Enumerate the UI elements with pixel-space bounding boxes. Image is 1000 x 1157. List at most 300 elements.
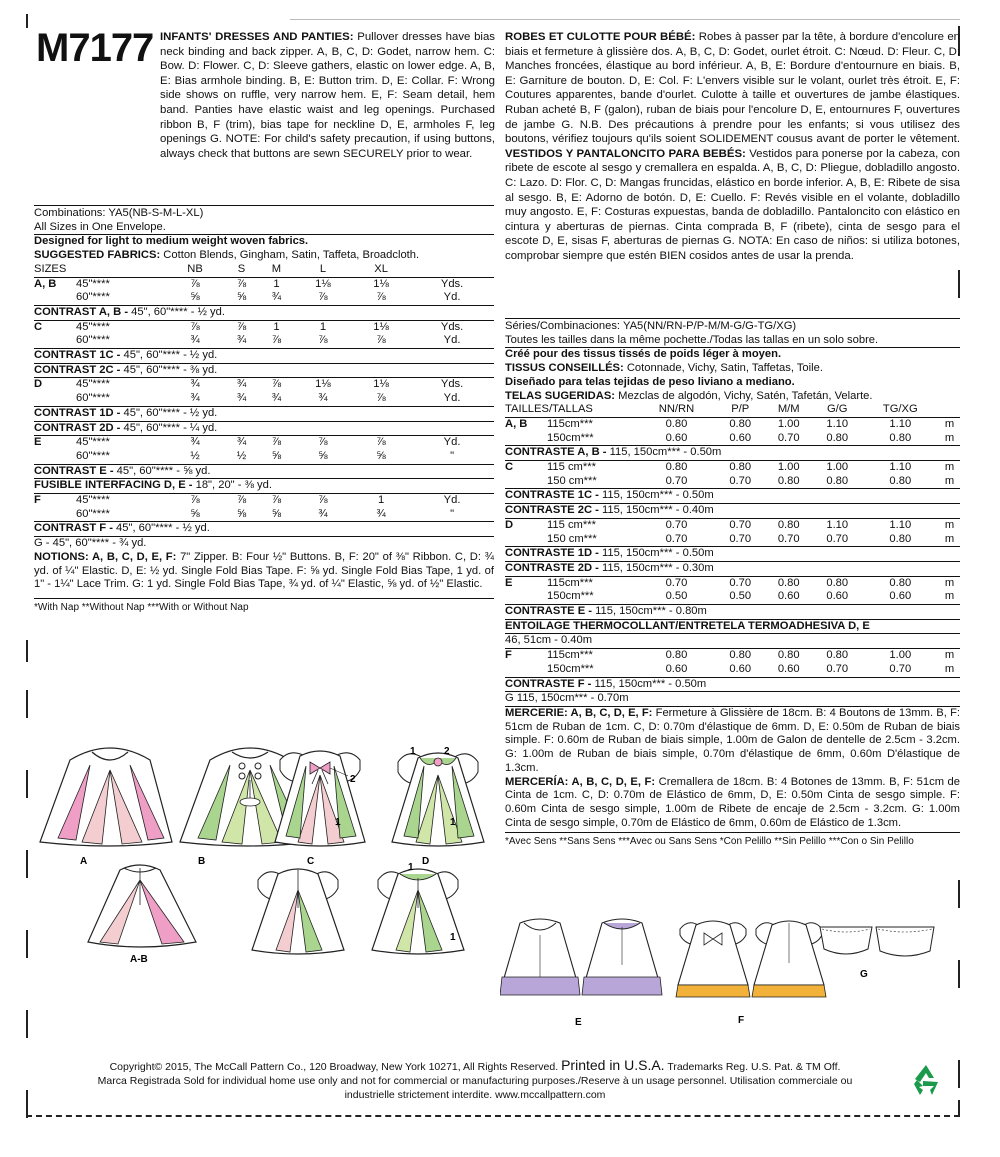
contrast-label: CONTRAST F -: [34, 522, 113, 535]
fabric-width: 60"****: [76, 334, 110, 347]
description-fr-body: Robes à passer par la tête, à bordure d'encolure en biais et fermeture à glissière dos. A, B, C, D: Godet, ourlet étroit. C: Nœud. D: Fleur. C, D: Manches froncées, élastique au bord inférieur. A, B, E: Bordure d'entournure en biais. B, E: Garniture de bouton. D, E: Col. F: L'envers visible sur le volant, ourlet très étroit. E, F: Coutures apparentes, bande d'ourlet. Culotte à taille et ouvertures de jambe élastiques. Ruban acheté B, F (galon), ruban de biais pour l'encolure D, E, entournures F, ouvertures de jambe G. N.B. Des précautions à prendre pour les enfants; si vous utilisez des boutons, vérifiez toujours qu'ils soient SOLIDEMENT cousus avant de porter le vêtement.: [505, 31, 960, 146]
yardage-value: ¾: [224, 378, 259, 392]
corner-mark: [26, 1098, 28, 1116]
yardage-value: 1.10: [862, 518, 940, 532]
size-header-row: [505, 403, 960, 417]
view-c-num-2: 2: [350, 774, 356, 785]
yardage-value: 0.70: [889, 662, 912, 675]
yardage-row: [34, 291, 494, 305]
footer: [50, 1058, 900, 1102]
yardage-value: ¾: [318, 392, 328, 405]
yardage-value: ⅝: [271, 449, 282, 462]
yardage-value: 1.10: [862, 461, 940, 475]
yardage-row: [505, 417, 960, 431]
contrast-amount: 115, 150cm*** - 0.50m: [609, 446, 722, 459]
view-c-back-drawing: [252, 869, 344, 954]
yardage-row: [34, 277, 494, 291]
contrast-label: CONTRASTE E -: [505, 605, 593, 618]
contrast-amount: 45", 60"**** - ½ yd.: [123, 406, 218, 419]
view-label: C: [505, 461, 547, 475]
yardage-value: 0.70: [665, 474, 688, 487]
unit: m: [944, 431, 955, 444]
yardage-value: ½: [236, 449, 247, 462]
contrast-label: CONTRAST E -: [34, 464, 114, 477]
size-header-cell: TG/XG: [862, 403, 940, 417]
yardage-value: ¾: [236, 334, 247, 347]
view-label: [34, 392, 76, 406]
view-label: [34, 450, 76, 464]
plain-row-text: G - 45", 60"**** - ¾ yd.: [34, 537, 494, 551]
view-f-back-drawing: [752, 921, 826, 997]
yardage-value: 0.80: [764, 576, 813, 590]
contrast-row: [505, 619, 960, 634]
yardage-value: 0.80: [813, 649, 862, 663]
corner-mark: [26, 14, 28, 28]
yardage-value: ⅞: [259, 378, 294, 392]
yardage-row: [34, 378, 494, 392]
view-a-drawing: [40, 748, 172, 846]
view-label: [505, 590, 547, 604]
yardage-row: [505, 461, 960, 475]
contrast-label: CONTRASTE 1D -: [505, 547, 599, 560]
yardage-value: 0.80: [813, 576, 862, 590]
view-d-back-num-1: 1: [408, 862, 414, 873]
size-header-cell: [939, 403, 960, 417]
yardage-value: ⅞: [318, 291, 328, 304]
fabric-width: 150cm***: [547, 662, 594, 675]
combinations-en: Combinations: YA5(NB-S-M-L-XL): [34, 205, 494, 221]
yardage-value: 1⅛: [294, 378, 352, 392]
view-label: D: [34, 378, 76, 392]
cut-mark: [26, 1010, 28, 1038]
size-header-cell: G/G: [813, 403, 862, 417]
contrast-label: CONTRAST 2D -: [34, 421, 121, 434]
yardage-value: 0.60: [729, 662, 752, 675]
description-en-body: Pullover dresses have bias neck binding and back zipper. A, B, C, D: Godet, narrow hem. C: Bow. D: Flower. C, D: Sleeve gathers, elastic on lower edge. A, B, E: Bias armhole binding. B, E: Button trim. D, E: Collar. F: Wrong side shows on ruffle, very narrow hem. E, F: Seam detail, hem band. Panties have elastic waist and leg openings. Purchased ribbon B, F (trim), bias tape for neckline D, E, armholes F, leg openings G. NOTE: For child's safety precaution, if using buttons, always check that buttons are sewn SECURELY prior to wear.: [160, 31, 495, 160]
yardage-value: ¾: [318, 507, 328, 520]
designed-en: Designed for light to medium weight woven fabrics.: [34, 235, 309, 248]
yardage-value: 0.70: [637, 576, 716, 590]
fabrics-fr-text: Cotonnade, Vichy, Satin, Taffetas, Toile.: [626, 362, 823, 375]
combinations-fr: Séries/Combinaciones: YA5(NN/RN-P/P-M/M-G/G-TG/XG): [505, 318, 960, 334]
cut-mark: [26, 850, 28, 878]
contrast-row: [505, 561, 960, 576]
contrast-row: [34, 305, 494, 320]
fabric-width: 150 cm***: [547, 532, 597, 545]
yardage-value: 1: [352, 494, 410, 508]
yardage-value: ⅞: [166, 320, 224, 334]
fabric-width: 45"****: [76, 494, 166, 508]
copyright-text: Copyright© 2015, The McCall Pattern Co., 120 Broadway, New York 10271, All Rights Reserved.: [109, 1061, 559, 1073]
view-label: A, B: [505, 417, 547, 431]
contrast-amount: 45", 60"**** - ½ yd.: [116, 522, 210, 535]
contrast-amount: 45", 60"**** - ¼ yd.: [123, 421, 218, 434]
technical-drawings: [30, 730, 500, 970]
yardage-value: 0.60: [826, 590, 849, 603]
plain-row: [505, 634, 960, 649]
description-es-body: Vestidos para ponerse por la cabeza, con ribete de escote al sesgo y cremallera en espalda. A, B, C, D: Pliegue, dobladillo angosto. C: Lazo. D: Flor. C, D: Mangas fruncidas, elástico en borde inferior. A, B, E: Ribete de sisa al sesgo. B, E: Adorno de botón. D, E: Cuello. F: Revés visible en el volante, dobladillo muy angosto. E, F: Costuras expuestas, banda de dobladillo. Pantaloncito con elástico en cintura y aberturas de piernas. Cinta comprada B, F (ribete), cinta de sesgo para el escote D, E, sisas F, aberturas de piernas G. NOTA: En caso de niños: si utiliza botones, comprobar siempre que estén BIEN cosidos antes de usar la prenda.: [505, 147, 960, 262]
contrast-row: [505, 605, 960, 620]
size-header-cell: M/M: [764, 403, 813, 417]
view-label: E: [505, 576, 547, 590]
fabric-width: 115cm***: [547, 417, 637, 431]
plain-row: [34, 537, 494, 551]
description-en: [160, 30, 495, 161]
yardage-row: [505, 533, 960, 547]
unit: m: [939, 518, 960, 532]
yardage-value: 1.00: [862, 649, 940, 663]
fabric-width: 115 cm***: [547, 461, 637, 475]
size-header-row: [34, 263, 494, 277]
view-ab-back-drawing: [88, 865, 196, 947]
contrast-label: FUSIBLE INTERFACING D, E -: [34, 479, 193, 492]
contrast-amount: 115, 150cm*** - 0.40m: [601, 504, 714, 517]
size-header-cell: L: [294, 263, 352, 277]
contrast-amount: 45", 60"**** - ½ yd.: [123, 349, 218, 362]
yardage-value: 0.80: [764, 518, 813, 532]
printed-in: Printed in U.S.A.: [561, 1057, 665, 1073]
fabrics-fr: [505, 362, 960, 376]
notions-en-label: NOTIONS: A, B, C, D, E, F:: [34, 550, 177, 563]
contrast-amount: 45", 60"**** - ½ yd.: [131, 305, 225, 318]
designed-fr: Créé pour des tissus tissés de poids léger à moyen.: [505, 348, 782, 361]
yardage-value: 0.80: [764, 649, 813, 663]
fabric-width: 115cm***: [547, 576, 637, 590]
yardage-value: ⅞: [259, 494, 294, 508]
yardage-value: ⅞: [166, 494, 224, 508]
merceria-label: MERCERÍA: A, B, C, D, E, F:: [505, 775, 656, 788]
yardage-value: 0.80: [637, 417, 716, 431]
yardage-value: 0.60: [777, 590, 800, 603]
plain-row: [505, 692, 960, 706]
fabric-width: 115cm***: [547, 649, 637, 663]
yardage-value: 0.70: [665, 532, 688, 545]
yardage-value: ½: [190, 449, 200, 462]
yardage-value: ¾: [271, 392, 282, 405]
view-c-num-1: 1: [335, 817, 341, 828]
view-c-label: C: [307, 856, 315, 867]
view-label: D: [505, 518, 547, 532]
view-d-num-1: 1: [410, 746, 416, 757]
yardage-value: ⅞: [294, 494, 352, 508]
yardage-value: 0.70: [637, 518, 716, 532]
description-fr-es: [505, 30, 960, 264]
size-header-cell: NN/RN: [637, 403, 716, 417]
yardage-value: ⅞: [352, 436, 410, 450]
yardage-value: 1.00: [813, 461, 862, 475]
yardage-value: ⅞: [224, 320, 259, 334]
yardage-row: [34, 334, 494, 348]
view-d-label: D: [422, 856, 430, 867]
yardage-value: 1: [259, 320, 294, 334]
notions-en: [34, 551, 494, 592]
yardage-value: 1⅛: [352, 277, 410, 291]
unit: ": [450, 507, 455, 520]
contrast-label: CONTRASTE 1C -: [505, 489, 599, 502]
fabrics-es-label: TELAS SUGERIDAS:: [505, 389, 616, 402]
all-sizes-fr: Toutes les tailles dans la même pochette./Todas las tallas en un solo sobre.: [505, 334, 960, 349]
contrast-row: [34, 479, 494, 494]
yardage-value: 1: [259, 277, 294, 291]
view-d-back-num-1b: 1: [450, 932, 456, 943]
view-d-num-2: 2: [444, 746, 450, 757]
contrast-row: [34, 363, 494, 378]
top-rule: [290, 19, 960, 20]
yardage-value: ⅝: [236, 291, 247, 304]
contrast-row: [505, 489, 960, 504]
fabrics-en: [34, 249, 494, 263]
size-header-cell: [410, 263, 494, 277]
unit: Yd.: [443, 334, 461, 347]
unit: m: [944, 590, 955, 603]
fabric-width: 60"****: [76, 507, 110, 520]
yardage-row: [34, 436, 494, 450]
view-label: A, B: [34, 277, 76, 291]
yardage-french-spanish: [505, 318, 960, 849]
unit: ": [450, 449, 455, 462]
yardage-value: ⅞: [224, 494, 259, 508]
unit: Yd.: [443, 291, 461, 304]
yardage-value: 0.80: [889, 532, 912, 545]
cut-mark: [958, 1060, 960, 1088]
yardage-value: 0.70: [716, 518, 765, 532]
yardage-value: 0.80: [637, 461, 716, 475]
contrast-row: [34, 406, 494, 421]
yardage-value: ⅝: [190, 291, 200, 304]
yardage-row: [505, 590, 960, 604]
yardage-value: ¾: [376, 507, 386, 520]
yardage-value: 1.10: [813, 417, 862, 431]
yardage-value: ⅝: [190, 507, 200, 520]
yardage-value: ¾: [271, 291, 282, 304]
yardage-value: 0.80: [716, 649, 765, 663]
all-sizes-en: All Sizes in One Envelope.: [34, 221, 494, 236]
fabric-width: 150 cm***: [547, 474, 597, 487]
yardage-value: 0.80: [862, 576, 940, 590]
yardage-row: [505, 576, 960, 590]
yardage-value: ⅞: [376, 392, 386, 405]
contrast-row: [34, 522, 494, 537]
yardage-value: 0.60: [889, 590, 912, 603]
yardage-value: ⅞: [259, 436, 294, 450]
contrast-amount: 45", 60"**** - ⅜ yd.: [123, 363, 218, 376]
contrast-row: [34, 421, 494, 436]
fabric-width: 115 cm***: [547, 518, 637, 532]
size-header-cell: S: [224, 263, 259, 277]
notions-en-text: 7" Zipper. B: Four ½" Buttons. B, F: 20" of ⅜" Ribbon. C, D: ¾ yd. of ¼" Elastic. D, E: ½ yd. Single Fold Bias Tape. F: ⅝ yd. Single Fold Bias Tape, 1 yd. of 1" - 1¼" Lace Trim. G: 1 yd. Single Fold Bias Tape, ¾ yd. of ¼" Elastic, ⅝ yd. of ½" Elastic.: [34, 550, 495, 591]
yardage-value: 0.70: [729, 532, 752, 545]
unit: Yds.: [410, 378, 494, 392]
view-g-front-drawing: [820, 927, 872, 954]
size-header-cell: SIZES: [34, 263, 166, 277]
yardage-value: 0.80: [777, 474, 800, 487]
yardage-value: ¾: [166, 436, 224, 450]
contrast-label: CONTRAST 1C -: [34, 349, 121, 362]
yardage-value: 0.80: [889, 431, 912, 444]
mercerie-fr: [505, 706, 960, 776]
corner-mark: [958, 1100, 960, 1116]
plain-row-text: 46, 51cm - 0.40m: [505, 634, 960, 649]
yardage-value: ¾: [190, 334, 200, 347]
yardage-row: [34, 392, 494, 406]
contrast-label: CONTRASTE 2C -: [505, 504, 599, 517]
view-d-num-1b: 1: [450, 817, 456, 828]
yardage-value: ⅞: [318, 334, 328, 347]
designed-es: Diseñado para telas tejidas de peso liviano a mediano.: [505, 375, 795, 388]
view-a-label: A: [80, 856, 88, 867]
yardage-value: ⅝: [318, 449, 328, 462]
cut-mark: [958, 880, 960, 908]
view-e-back-drawing: [582, 919, 662, 995]
pattern-number: M7177: [36, 26, 154, 70]
contrast-amount: 115, 150cm*** - 0.50m: [601, 489, 714, 502]
yardage-value: 0.70: [826, 532, 849, 545]
contrast-row: [34, 349, 494, 364]
cut-mark: [26, 930, 28, 958]
description-en-heading: INFANTS' DRESSES AND PANTIES:: [160, 31, 354, 43]
yardage-value: ¾: [166, 378, 224, 392]
yardage-value: 0.60: [777, 662, 800, 675]
contrast-label: ENTOILAGE THERMOCOLLANT/ENTRETELA TERMOADHESIVA D, E: [505, 619, 870, 632]
contrast-amount: 45", 60"**** - ⅝ yd.: [116, 464, 211, 477]
unit: Yd.: [443, 392, 461, 405]
fabric-width: 45"****: [76, 320, 166, 334]
unit: Yds.: [410, 277, 494, 291]
contrast-amount: 115, 150cm*** - 0.80m: [595, 605, 707, 618]
view-d-drawing: [392, 753, 484, 846]
yardage-value: ⅞: [166, 277, 224, 291]
yardage-value: ⅞: [294, 436, 352, 450]
view-label: [505, 533, 547, 547]
yardage-value: 0.80: [716, 461, 765, 475]
view-f-front-drawing: [676, 921, 750, 997]
fabrics-es: [505, 390, 960, 404]
yardage-value: 0.70: [716, 576, 765, 590]
yardage-row: [34, 320, 494, 334]
contrast-label: CONTRASTE A, B -: [505, 446, 607, 459]
view-label: [505, 663, 547, 677]
contrast-amount: 115, 150cm*** - 0.50m: [594, 677, 707, 690]
view-g-back-drawing: [876, 927, 934, 956]
contrast-amount: 115, 150cm*** - 0.30m: [601, 561, 714, 574]
yardage-value: 1.10: [862, 417, 940, 431]
yardage-value: 0.70: [777, 532, 800, 545]
unit: Yds.: [410, 320, 494, 334]
fabrics-fr-label: TISSUS CONSEILLÉS:: [505, 362, 624, 375]
view-label: F: [34, 494, 76, 508]
fabric-width: 45"****: [76, 277, 166, 291]
yardage-value: 0.80: [637, 649, 716, 663]
view-e-front-drawing: [500, 919, 580, 995]
fabrics-en-text: Cotton Blends, Gingham, Satin, Taffeta, Broadcloth.: [163, 249, 420, 262]
contrast-label: CONTRAST A, B -: [34, 305, 129, 318]
yardage-value: 0.70: [777, 431, 800, 444]
trademark-text: Trademarks Reg. U.S. Pat. & TM Off.: [667, 1061, 841, 1073]
nap-note-fr: *Avec Sens **Sans Sens ***Avec ou Sans Sens *Con Pelillo **Sin Pelillo ***Con o Sin Pelillo: [505, 832, 960, 849]
yardage-value: ⅝: [376, 449, 386, 462]
yardage-value: ⅝: [236, 507, 247, 520]
view-label: C: [34, 320, 76, 334]
yardage-value: 1: [294, 320, 352, 334]
yardage-table-fr: [505, 403, 960, 706]
cut-mark: [26, 640, 28, 662]
unit: m: [939, 461, 960, 475]
unit: m: [944, 662, 955, 675]
yardage-value: 0.80: [889, 474, 912, 487]
view-f-label: F: [738, 1015, 745, 1026]
fabric-width: 45"****: [76, 436, 166, 450]
fabric-width: 60"****: [76, 392, 110, 405]
view-label: [34, 291, 76, 305]
contrast-label: CONTRASTE F -: [505, 677, 592, 690]
view-label: [34, 508, 76, 522]
yardage-value: 0.80: [716, 417, 765, 431]
size-header-cell: NB: [166, 263, 224, 277]
fabric-width: 60"****: [76, 449, 110, 462]
yardage-table-en: [34, 263, 494, 551]
yardage-value: 0.50: [665, 590, 688, 603]
contrast-amount: 18", 20" - ⅜ yd.: [195, 479, 272, 492]
yardage-value: ⅞: [376, 334, 386, 347]
view-g-label: G: [860, 969, 868, 980]
cut-mark: [958, 270, 960, 298]
yardage-value: 1⅛: [294, 277, 352, 291]
marca-line: Marca Registrada Sold for individual home use only and not for commercial or manufacturing purposes./Reserve à un usage personnel. Utilisation commerciale ou: [97, 1075, 853, 1087]
flat-sketches: [500, 915, 960, 1030]
yardage-value: 1.10: [813, 518, 862, 532]
cut-line: [26, 1115, 960, 1117]
view-label: E: [34, 436, 76, 450]
copyright-line: [50, 1058, 900, 1074]
yardage-value: 1⅛: [352, 320, 410, 334]
view-e-label: E: [575, 1017, 582, 1028]
unit: m: [939, 417, 960, 431]
recycle-icon: [908, 1062, 944, 1098]
fabrics-es-text: Mezclas de algodón, Vichy, Satén, Tafetán, Velarte.: [618, 389, 873, 402]
view-label: F: [505, 649, 547, 663]
contrast-label: CONTRAST 1D -: [34, 406, 121, 419]
merceria-text: Cremallera de 18cm. B: 4 Botones de 13mm. B, F: 51cm de Cinta de 1cm. C, D: 0.70m de Elástico de 6mm, D, E: 0.50m Cinta de sesgo simple. F: 0.60m Cinta de sesgo simple, 1.00m de Ribete de encaje de 2.5cm - 3.2cm. G: 1.00m Cinta de sesgo simple, 0.70m de Elástico de 6mm, 0.60m de Elástico de 1.3cm.: [505, 775, 961, 829]
yardage-value: 1.00: [764, 461, 813, 475]
contrast-label: CONTRAST 2C -: [34, 363, 121, 376]
view-label: [505, 475, 547, 489]
yardage-value: 1.00: [764, 417, 813, 431]
contrast-row: [505, 504, 960, 519]
yardage-row: [505, 663, 960, 677]
view-b-label: B: [198, 856, 206, 867]
yardage-value: ¾: [224, 436, 259, 450]
yardage-row: [34, 450, 494, 464]
yardage-value: ⅝: [271, 507, 282, 520]
unit: m: [939, 649, 960, 663]
mercerie-text: Fermeture à Glissière de 18cm. B: 4 Boutons de 13mm. B, F: 51cm de Ruban de 1cm. C, D: 0.70m d'élastique de 6mm. D, E: 0.50m de Ruban de biais simple. F: 0.60m de Ruban de biais simple, 1.00m de Galon de dentelle de 2.5cm - 3.2cm. G: 1.00m de Ruban de biais simple, 0.70m d'élastique de 6mm, 0.60m D'élastique de 1.3cm.: [505, 706, 961, 774]
yardage-row: [34, 508, 494, 522]
cut-mark: [26, 770, 28, 798]
plain-row-text: G 115, 150cm*** - 0.70m: [505, 692, 960, 706]
yardage-row: [505, 518, 960, 532]
yardage-value: 0.70: [826, 662, 849, 675]
yardage-value: 1⅛: [352, 378, 410, 392]
contrast-row: [34, 464, 494, 479]
yardage-value: 0.50: [729, 590, 752, 603]
view-label: [505, 432, 547, 446]
view-label: [34, 334, 76, 348]
yardage-row: [505, 475, 960, 489]
contrast-row: [505, 446, 960, 461]
size-header-cell: P/P: [716, 403, 765, 417]
description-fr-heading: ROBES ET CULOTTE POUR BÉBÉ:: [505, 31, 696, 43]
yardage-value: ⅞: [271, 334, 282, 347]
